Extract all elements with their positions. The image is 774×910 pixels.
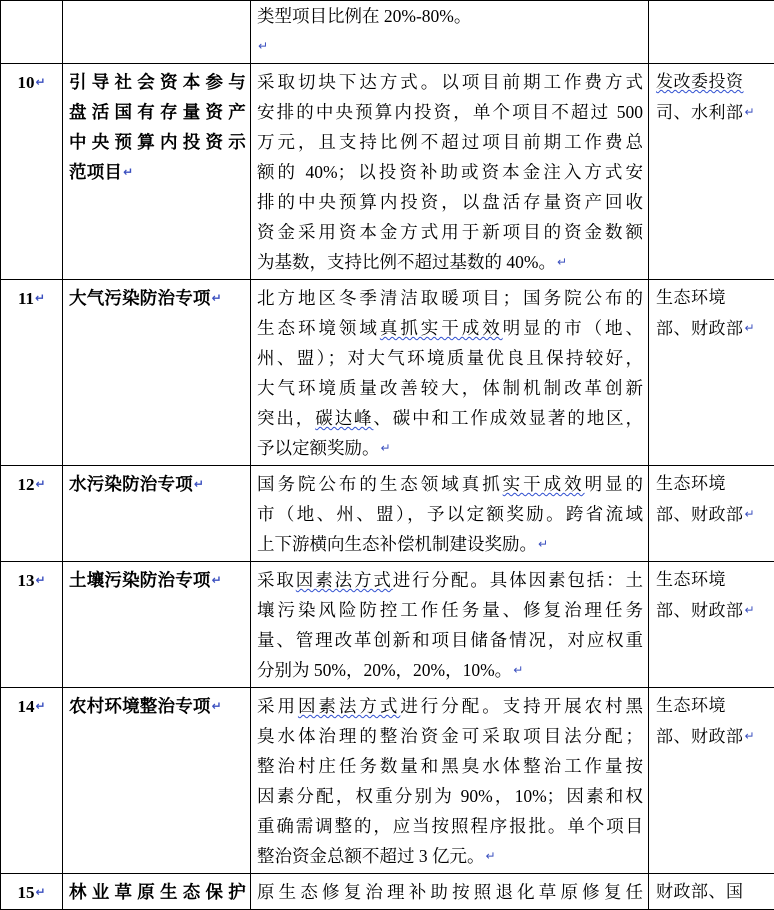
description-line: 原生态修复治理补助按照退化草原修复任: [257, 877, 643, 907]
department-line: 生态环境: [656, 565, 770, 595]
project-name: [63, 64, 250, 189]
description: [251, 64, 648, 279]
cell-row-number: [1, 1, 63, 64]
cell-department: [649, 64, 774, 280]
paragraph-mark-icon: ↵: [34, 477, 45, 491]
row-number-empty: [1, 1, 62, 34]
cell-project-name: [63, 466, 251, 562]
project-name-line: [69, 469, 246, 499]
project-name-line: 中央预算内投资示: [69, 127, 246, 157]
paragraph-mark-icon: ↵: [512, 663, 523, 677]
department: [649, 466, 774, 532]
cell-project-name: [63, 64, 251, 280]
description-line: 重确需调整的，应当按照程序报批。单个项目: [257, 811, 643, 841]
cell-description: [251, 874, 649, 910]
cell-project-name: [63, 562, 251, 688]
paragraph-mark-icon: ↵: [193, 477, 204, 491]
cell-project-name: [63, 280, 251, 466]
table-row: [1, 688, 774, 874]
cell-description: [251, 562, 649, 688]
project-name: [63, 874, 250, 909]
row-number: [1, 562, 62, 596]
description-line: 安排的中央预算内投资，单个项目不超过 500: [257, 97, 643, 127]
row-number: [1, 466, 62, 500]
department-text: 部、财政部: [656, 319, 744, 338]
cell-row-number: [1, 466, 63, 562]
row-number: [1, 874, 62, 908]
paragraph-mark-icon: ↵: [211, 699, 222, 713]
description-line: 采取因素法方式进行分配。具体因素包括：土: [257, 565, 643, 595]
description: [251, 466, 648, 561]
description-line: [257, 433, 643, 463]
project-name-line: [69, 157, 246, 187]
cell-department: [649, 874, 774, 910]
project-name-text: 水污染防治专项: [69, 474, 193, 494]
project-name-text: 范项目: [69, 162, 122, 182]
description-line: 生态环境领域真抓实干成效明显的市（地、: [257, 313, 643, 343]
description-line: [257, 529, 643, 559]
paragraph-mark-icon: ↵: [556, 255, 567, 269]
row-number-value: 14: [17, 697, 34, 716]
cell-description: [251, 280, 649, 466]
project-name-line: [69, 691, 246, 721]
department-line: 财政部、国: [656, 877, 770, 907]
cell-description: [251, 1, 649, 64]
department-line: [656, 499, 770, 530]
department-line: 生态环境: [656, 469, 770, 499]
department-line: 生态环境: [656, 283, 770, 313]
description-text: 为基数，支持比例不超过基数的 40%。: [257, 252, 556, 272]
paragraph-mark-icon: ↵: [744, 729, 756, 743]
department-text: 部、财政部: [656, 601, 744, 620]
paragraph-mark-icon: ↵: [537, 537, 548, 551]
department-line: 生态环境: [656, 691, 770, 721]
paragraph-mark-icon: ↵: [34, 75, 45, 89]
row-number-value: 11: [18, 289, 34, 308]
description-line: 突出，碳达峰、碳中和工作成效显著的地区，: [257, 403, 643, 433]
cell-department: [649, 562, 774, 688]
department-line: [656, 97, 770, 128]
cell-project-name: [63, 688, 251, 874]
paragraph-mark-icon: ↵: [380, 441, 391, 455]
department-text: 部、财政部: [656, 505, 744, 524]
description-text: 分别为 50%，20%，20%，10%。: [257, 660, 512, 680]
department: [649, 874, 774, 909]
department: [649, 280, 774, 346]
project-name-empty: [63, 1, 250, 36]
project-name-line: [69, 565, 246, 595]
cell-row-number: [1, 874, 63, 910]
cell-description: [251, 688, 649, 874]
paragraph-mark-icon: ↵: [257, 39, 268, 53]
project-name-text: 大气污染防治专项: [69, 288, 211, 308]
row-number-value: 10: [17, 73, 34, 92]
department-line: [656, 313, 770, 344]
department-text: 司、水利部: [656, 103, 744, 122]
table-row: [1, 466, 774, 562]
project-name-line: 引导社会资本参与: [69, 67, 246, 97]
cell-description: [251, 466, 649, 562]
project-name: [63, 688, 250, 723]
description-line: 因素分配，权重分别为 90%，10%；因素和权: [257, 781, 643, 811]
department-line: 发改委投资: [656, 67, 770, 97]
paragraph-mark-icon: ↵: [744, 321, 756, 335]
description-text: 予以定额奖励。: [257, 438, 380, 458]
description-continuation: [251, 1, 648, 63]
table-row: [1, 874, 774, 910]
cell-project-name: [63, 874, 251, 910]
description-line: 类型项目比例在 20%-80%。: [257, 1, 643, 31]
paragraph-mark-icon: ↵: [744, 603, 756, 617]
project-name: [63, 280, 250, 315]
description-line: 州、盟）；对大气环境质量优良且保持较好，: [257, 343, 643, 373]
row-number-value: 13: [17, 571, 34, 590]
description: [251, 280, 648, 465]
cell-department: [649, 280, 774, 466]
cell-row-number: [1, 280, 63, 466]
department: [649, 64, 774, 130]
table-row: [1, 64, 774, 280]
description-line: 资金采用资本金方式用于新项目的资金数额: [257, 217, 643, 247]
description-line: 万元，且支持比例不超过项目前期工作费总: [257, 127, 643, 157]
department-empty: [649, 1, 774, 36]
department-text: 部、财政部: [656, 727, 744, 746]
cell-department: [649, 1, 774, 64]
project-name-text: 土壤污染防治专项: [69, 570, 211, 590]
description-line: 采用因素法方式进行分配。支持开展农村黑: [257, 691, 643, 721]
department-line: [656, 721, 770, 752]
cell-description: [251, 64, 649, 280]
cell-department: [649, 466, 774, 562]
description-line: [257, 841, 643, 871]
description-line: 大气环境质量改善较大，体制机制改革创新: [257, 373, 643, 403]
description-line: 额的 40%；以投资补助或资本金注入方式安: [257, 157, 643, 187]
project-name: [63, 562, 250, 597]
paragraph-mark-icon: ↵: [744, 105, 756, 119]
row-number-value: 12: [17, 475, 34, 494]
description-line: 北方地区冬季清洁取暖项目；国务院公布的: [257, 283, 643, 313]
row-number: [1, 280, 62, 314]
row-number: [1, 64, 62, 98]
description-line: 壤污染风险防控工作任务量、修复治理任务: [257, 595, 643, 625]
table-body: [1, 1, 774, 910]
table-row-continuation: [1, 1, 774, 64]
description-line: 市（地、州、盟），予以定额奖励。跨省流域: [257, 499, 643, 529]
description: [251, 874, 648, 909]
project-name-line: 林业草原生态保护: [69, 877, 246, 907]
cell-row-number: [1, 688, 63, 874]
cell-row-number: [1, 562, 63, 688]
table-row: [1, 280, 774, 466]
row-number: [1, 688, 62, 722]
description-line: 臭水体治理的整治资金可采取项目法分配；: [257, 721, 643, 751]
description-line: 量、管理改革创新和项目储备情况，对应权重: [257, 625, 643, 655]
paragraph-mark-icon: ↵: [485, 849, 496, 863]
paragraph-mark-icon: ↵: [211, 573, 222, 587]
paragraph-mark-icon: ↵: [34, 573, 45, 587]
paragraph-mark-icon: ↵: [34, 699, 45, 713]
department: [649, 688, 774, 754]
table-row: [1, 562, 774, 688]
paragraph-mark-icon: ↵: [122, 165, 133, 179]
description: [251, 688, 648, 873]
paragraph-mark-icon: ↵: [744, 507, 756, 521]
cell-department: [649, 688, 774, 874]
description-line: 整治村庄任务数量和黑臭水体整治工作量按: [257, 751, 643, 781]
cell-row-number: [1, 64, 63, 280]
department-line: [656, 595, 770, 626]
project-name-text: 农村环境整治专项: [69, 696, 211, 716]
cell-project-name: [63, 1, 251, 64]
description-text: 整治资金总额不超过 3 亿元。: [257, 846, 485, 866]
description-line: 排的中央预算内投资，以盘活存量资产回收: [257, 187, 643, 217]
paragraph-mark-icon: ↵: [211, 291, 222, 305]
description-line: 采取切块下达方式。以项目前期工作费方式: [257, 67, 643, 97]
paragraph-mark-icon: ↵: [34, 291, 45, 305]
paragraph-mark-icon: ↵: [34, 885, 45, 899]
description-line: [257, 655, 643, 685]
project-name-line: [69, 283, 246, 313]
row-number-value: 15: [17, 883, 34, 902]
department: [649, 562, 774, 628]
description: [251, 562, 648, 687]
description-line: 国务院公布的生态领域真抓实干成效明显的: [257, 469, 643, 499]
project-name-line: 盘活国有存量资产: [69, 97, 246, 127]
description-text: 上下游横向生态补偿机制建设奖励。: [257, 534, 537, 554]
description-line: [257, 247, 643, 277]
project-name: [63, 466, 250, 501]
